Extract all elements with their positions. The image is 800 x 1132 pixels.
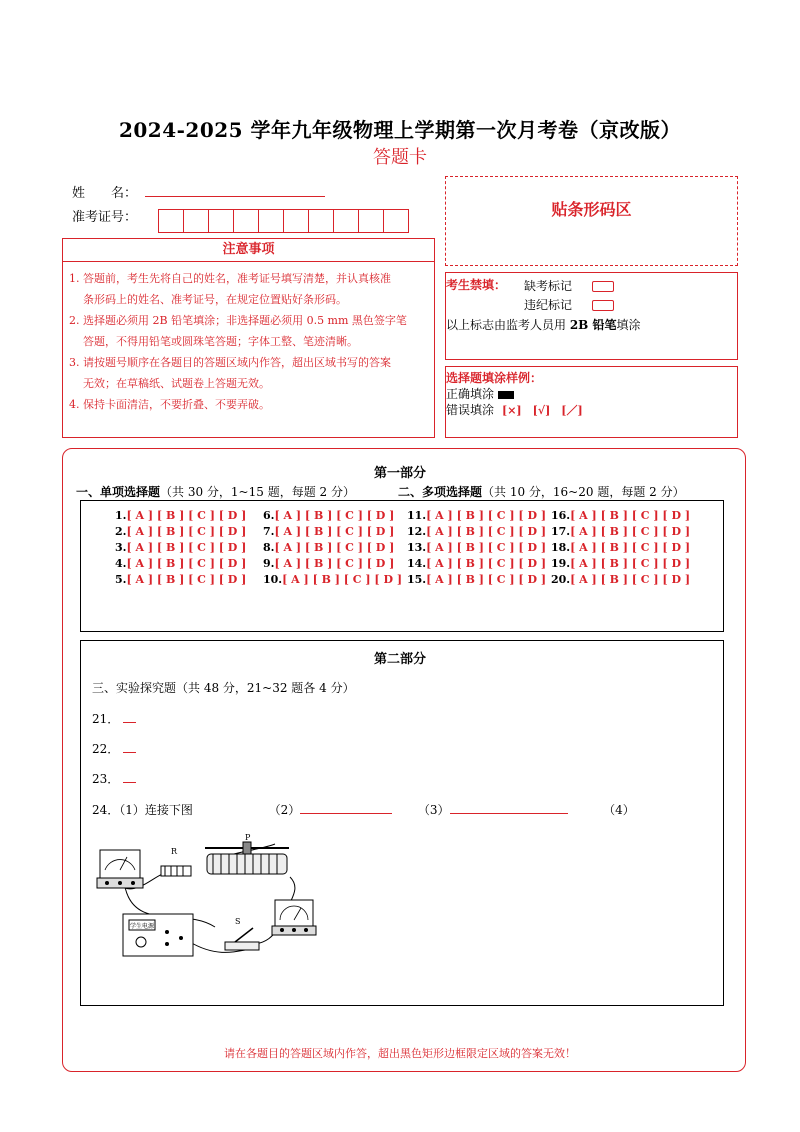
choice-column [263, 508, 402, 588]
section1-heading: 一、单项选择题（共 30 分，1~15 题，每题 2 分） [76, 485, 355, 499]
question-number: 10. [263, 573, 283, 586]
choice-question-row[interactable] [551, 508, 690, 524]
sample-wrong: 错误填涂 [×] [√] [／] [446, 403, 583, 417]
answer-21[interactable]: 21． [92, 710, 136, 727]
absent-mark-box[interactable] [592, 281, 614, 292]
question-number: 11. [407, 509, 427, 522]
question-number: 3. [115, 541, 127, 554]
violation-mark-row: 违纪标记 [524, 296, 614, 313]
question-number: 2. [115, 525, 127, 538]
sample-correct: 正确填涂 [446, 385, 514, 402]
option-brackets[interactable]: [ A ] [ B ] [ C ] [ D ] [570, 509, 691, 522]
sample-heading: 选择题填涂样例： [446, 371, 543, 385]
question-number: 14. [407, 557, 427, 570]
choice-question-row[interactable] [551, 540, 690, 556]
power-supply-icon [123, 914, 193, 956]
fill-sample-box [445, 366, 738, 438]
option-brackets[interactable]: [ A ] [ B ] [ C ] [ D ] [126, 573, 247, 586]
option-brackets[interactable]: [ A ] [ B ] [ C ] [ D ] [570, 557, 691, 570]
choice-question-row[interactable] [407, 572, 546, 588]
choice-column [551, 508, 690, 588]
id-digit-box[interactable] [333, 209, 359, 233]
id-digit-box[interactable] [383, 209, 409, 233]
choice-question-row[interactable] [407, 556, 546, 572]
option-brackets[interactable]: [ A ] [ B ] [ C ] [ D ] [274, 541, 395, 554]
choice-question-row[interactable] [263, 508, 402, 524]
barcode-area [445, 176, 738, 266]
choice-question-row[interactable] [407, 524, 546, 540]
choice-column [407, 508, 546, 588]
resistor-label: R [171, 847, 178, 856]
question-number: 18. [551, 541, 571, 554]
section2-heading: 二、多项选择题（共 10 分，16~20 题，每题 2 分） [398, 485, 685, 499]
forbidden-box [445, 272, 738, 360]
choice-question-row[interactable] [407, 540, 546, 556]
option-brackets[interactable]: [ A ] [ B ] [ C ] [ D ] [274, 509, 395, 522]
choice-question-row[interactable] [551, 572, 690, 588]
id-digit-box[interactable] [258, 209, 284, 233]
choice-question-row[interactable] [115, 556, 246, 572]
option-brackets[interactable]: [ A ] [ B ] [ C ] [ D ] [274, 557, 395, 570]
option-brackets[interactable]: [ A ] [ B ] [ C ] [ D ] [282, 573, 403, 586]
power-supply-label: 学生电源 [130, 923, 155, 930]
question-number: 19. [551, 557, 571, 570]
option-brackets[interactable]: [ A ] [ B ] [ C ] [ D ] [426, 509, 547, 522]
question-number: 5. [115, 573, 127, 586]
choice-question-row[interactable] [115, 524, 246, 540]
option-brackets[interactable]: [ A ] [ B ] [ C ] [ D ] [570, 573, 691, 586]
id-digit-box[interactable] [308, 209, 334, 233]
section3-heading: 三、实验探究题（共 48 分，21~32 题各 4 分） [92, 681, 355, 695]
circuit-figure [95, 832, 320, 962]
switch-icon [225, 917, 259, 950]
answer-24-2-blank[interactable] [300, 803, 392, 814]
question-number: 9. [263, 557, 275, 570]
choice-question-row[interactable] [551, 524, 690, 540]
choice-question-row[interactable] [115, 572, 246, 588]
choice-question-row[interactable] [263, 572, 402, 588]
option-brackets[interactable]: [ A ] [ B ] [ C ] [ D ] [570, 525, 691, 538]
rheostat-icon [205, 833, 289, 874]
id-digit-box[interactable] [358, 209, 384, 233]
option-brackets[interactable]: [ A ] [ B ] [ C ] [ D ] [126, 557, 247, 570]
option-brackets[interactable]: [ A ] [ B ] [ C ] [ D ] [426, 557, 547, 570]
option-brackets[interactable]: [ A ] [ B ] [ C ] [ D ] [426, 541, 547, 554]
choice-answer-box [80, 500, 724, 632]
choice-column [115, 508, 246, 588]
choice-question-row[interactable] [407, 508, 546, 524]
page-subtitle: 答题卡 [373, 147, 427, 168]
answer-23[interactable]: 23． [92, 770, 136, 787]
question-number: 12. [407, 525, 427, 538]
question-number: 15. [407, 573, 427, 586]
notice-item: 2. 选择题必须用 2B 铅笔填涂；非选择题必须用 0.5 mm 黑色签字笔 答题，不得用铅笔或圆珠笔答题；字体工整、笔迹清晰。 [69, 314, 407, 348]
part2-title: 第二部分 [373, 652, 426, 667]
answer-24-3-blank[interactable] [450, 803, 568, 814]
id-number-boxes[interactable] [158, 209, 408, 233]
choice-question-row[interactable] [263, 524, 402, 540]
forbidden-heading: 考生禁填： [446, 278, 507, 292]
id-digit-box[interactable] [183, 209, 209, 233]
barcode-area-label: 贴条形码区 [551, 200, 632, 219]
choice-question-row[interactable] [551, 556, 690, 572]
question-number: 1. [115, 509, 127, 522]
id-digit-box[interactable] [208, 209, 234, 233]
notice-box [62, 238, 435, 438]
footer-note: 请在各题目的答题区域内作答，超出黑色矩形边框限定区域的答案无效！ [224, 1047, 576, 1060]
voltmeter-icon [272, 900, 316, 935]
id-digit-box[interactable] [283, 209, 309, 233]
question-number: 7. [263, 525, 275, 538]
page-title: 2024-2025 学年九年级物理上学期第一次月考卷（京改版） [118, 118, 682, 142]
question-number: 13. [407, 541, 427, 554]
option-brackets[interactable]: [ A ] [ B ] [ C ] [ D ] [426, 525, 547, 538]
rheostat-label: P [245, 833, 251, 842]
id-digit-box[interactable] [233, 209, 259, 233]
option-brackets[interactable]: [ A ] [ B ] [ C ] [ D ] [570, 541, 691, 554]
name-label: 姓 名： [72, 186, 138, 201]
name-field[interactable] [145, 196, 325, 197]
part1-title: 第一部分 [373, 466, 426, 481]
answer-24: 24．（1）连接下图 （2） （3） （4） [92, 803, 635, 817]
question-number: 4. [115, 557, 127, 570]
option-brackets[interactable]: [ A ] [ B ] [ C ] [ D ] [274, 525, 395, 538]
choice-question-row[interactable] [115, 540, 246, 556]
question-number: 16. [551, 509, 571, 522]
filled-mark-icon [498, 391, 514, 399]
option-brackets[interactable]: [ A ] [ B ] [ C ] [ D ] [126, 525, 247, 538]
notice-item: 3. 请按题号顺序在各题目的答题区域内作答，超出区域书写的答案 无效；在草稿纸、试题卷上答题无效。 [69, 356, 391, 390]
question-number: 6. [263, 509, 275, 522]
option-brackets[interactable]: [ A ] [ B ] [ C ] [ D ] [426, 573, 547, 586]
question-number: 8. [263, 541, 275, 554]
option-brackets[interactable]: [ A ] [ B ] [ C ] [ D ] [126, 509, 247, 522]
choice-question-row[interactable] [263, 540, 402, 556]
absent-mark-row: 缺考标记 [524, 277, 614, 294]
forbidden-note: 以上标志由监考人员用 2B 铅笔填涂 [446, 318, 641, 332]
notice-item: 4. 保持卡面清洁，不要折叠、不要弄破。 [69, 398, 270, 411]
switch-label: S [235, 917, 241, 926]
answer-22[interactable]: 22． [92, 740, 136, 757]
violation-mark-box[interactable] [592, 300, 614, 311]
id-digit-box[interactable] [158, 209, 184, 233]
question-number: 20. [551, 573, 571, 586]
id-label: 准考证号： [72, 210, 138, 225]
choice-question-row[interactable] [115, 508, 246, 524]
choice-question-row[interactable] [263, 556, 402, 572]
question-number: 17. [551, 525, 571, 538]
notice-item: 1. 答题前，考生先将自己的姓名，准考证号填写清楚，并认真核准 条形码上的姓名、准考证号，在规定位置贴好条形码。 [69, 272, 391, 306]
option-brackets[interactable]: [ A ] [ B ] [ C ] [ D ] [126, 541, 247, 554]
resistor-icon [161, 847, 191, 876]
notice-heading: 注意事项 [63, 239, 434, 262]
ammeter-icon [97, 850, 143, 888]
